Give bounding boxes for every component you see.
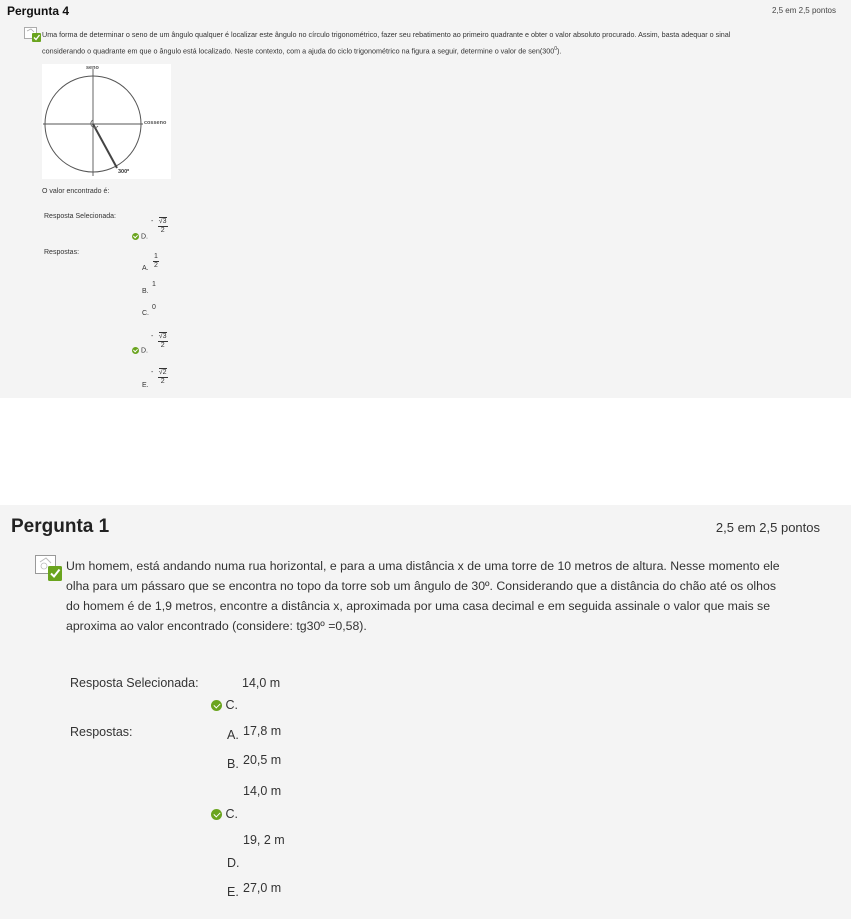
- selected-letter-text: D.: [140, 233, 148, 241]
- option-d-value: [151, 325, 168, 350]
- question-1-line-1: Um homem, está andando numa rua horizontal, e para a uma distância x de uma torre de 10 metros de altura. Nesse momento ele: [66, 559, 780, 573]
- option-c-letter: C.: [142, 310, 149, 317]
- option-b-letter: B.: [227, 757, 239, 771]
- fraction-denominator: 2: [160, 342, 165, 349]
- fraction: [158, 333, 168, 350]
- angle-label: 300º: [118, 169, 130, 175]
- minus-sign: -: [151, 369, 154, 376]
- correct-check-icon: [211, 700, 222, 711]
- question-4-panel: [0, 0, 851, 398]
- option-c-letter: [211, 807, 238, 821]
- option-d-letter: [132, 347, 148, 354]
- selected-answer-label: Resposta Selecionada:: [44, 213, 116, 220]
- option-b-value: 20,5 m: [243, 753, 282, 767]
- option-e-value: [151, 361, 168, 386]
- question-status-icon: [24, 27, 42, 43]
- fraction-numerator: √3: [158, 218, 167, 225]
- question-1-title: Pergunta 1: [11, 516, 110, 537]
- option-b-letter: B.: [142, 288, 149, 295]
- correct-check-icon: [132, 347, 139, 354]
- correct-check-icon: [132, 233, 139, 240]
- selected-letter: [211, 698, 238, 712]
- fraction-denominator: 2: [160, 378, 165, 385]
- question-4-text-line-2: [42, 42, 842, 58]
- selected-answer-value: [151, 210, 168, 235]
- question-1-line-2: olha para um pássaro que se encontra no topo da torre sob um ângulo de 30º. Considerando que a distância do chão até os olhos: [66, 579, 776, 593]
- question-1-points: 2,5 em 2,5 pontos: [715, 520, 820, 535]
- option-c-value: 0: [152, 304, 156, 311]
- correct-check-icon: [211, 809, 222, 820]
- fraction-numerator: 1: [154, 253, 158, 260]
- option-a-letter: A.: [227, 728, 239, 742]
- question-4-text-line-2-main: considerando o quadrante em que o ângulo está localizado. Neste contexto, com a ajuda do ciclo trigonométrico na figura a seguir, determine o valor de sen(300: [42, 46, 555, 56]
- option-d-value: 19, 2 m: [243, 833, 285, 847]
- minus-sign: -: [151, 333, 154, 340]
- option-a-letter: A.: [142, 265, 149, 272]
- option-e-letter: E.: [142, 382, 149, 389]
- question-4-text-line-1: Uma forma de determinar o seno de um ângulo qualquer é localizar este ângulo no círculo trigonométrico, fazer seu rebatimento ao primeiro quadrante e obter o valor absoluto procurado. Assim, basta adequar o sinal: [42, 30, 731, 39]
- option-d-letter-text: D.: [140, 347, 148, 355]
- question-1-text: [66, 556, 828, 636]
- selected-answer-value: 14,0 m: [242, 676, 281, 690]
- fraction-numerator: √2: [158, 369, 167, 376]
- question-4-text: [42, 27, 842, 58]
- fraction-denominator: 2: [154, 262, 158, 269]
- cosseno-label: cosseno: [144, 120, 167, 126]
- fraction: [153, 253, 159, 270]
- answers-label: Respostas:: [70, 725, 133, 739]
- selected-letter-text: C.: [225, 698, 238, 712]
- option-e-value: 27,0 m: [243, 881, 282, 895]
- fraction: [158, 218, 168, 235]
- question-4-prompt: O valor encontrado é:: [42, 188, 110, 195]
- answers-label: Respostas:: [44, 249, 80, 256]
- fraction-denominator: 2: [160, 227, 165, 234]
- question-4-points: 2,5 em 2,5 pontos: [771, 6, 836, 15]
- fraction-numerator: √3: [158, 333, 167, 340]
- question-4-title: Pergunta 4: [7, 4, 70, 18]
- question-1-line-4: aproxima ao valor encontrado (considere: tg30º =0,58).: [66, 619, 367, 633]
- question-1-line-3: do homem é de 1,9 metros, encontre a distância x, aproximada por uma casa decimal e em seguida assinale o valor que mais se: [66, 599, 771, 613]
- option-a-value: 17,8 m: [243, 724, 282, 738]
- question-status-icon: [35, 555, 63, 582]
- degree-superscript: 0: [554, 46, 558, 52]
- fraction: [158, 369, 168, 386]
- question-4-text-line-2-end: ).: [557, 46, 562, 56]
- option-a-value: [153, 245, 159, 270]
- selected-answer-label: Resposta Selecionada:: [70, 676, 199, 690]
- trig-circle-figure: [42, 64, 171, 179]
- option-c-value: 14,0 m: [243, 784, 282, 798]
- option-b-value: 1: [152, 281, 156, 288]
- seno-label: seno: [86, 65, 99, 71]
- selected-letter: [132, 233, 148, 240]
- minus-sign: -: [151, 218, 154, 225]
- option-c-letter-text: C.: [225, 807, 238, 821]
- option-d-letter: D.: [227, 856, 240, 870]
- option-e-letter: E.: [227, 885, 239, 899]
